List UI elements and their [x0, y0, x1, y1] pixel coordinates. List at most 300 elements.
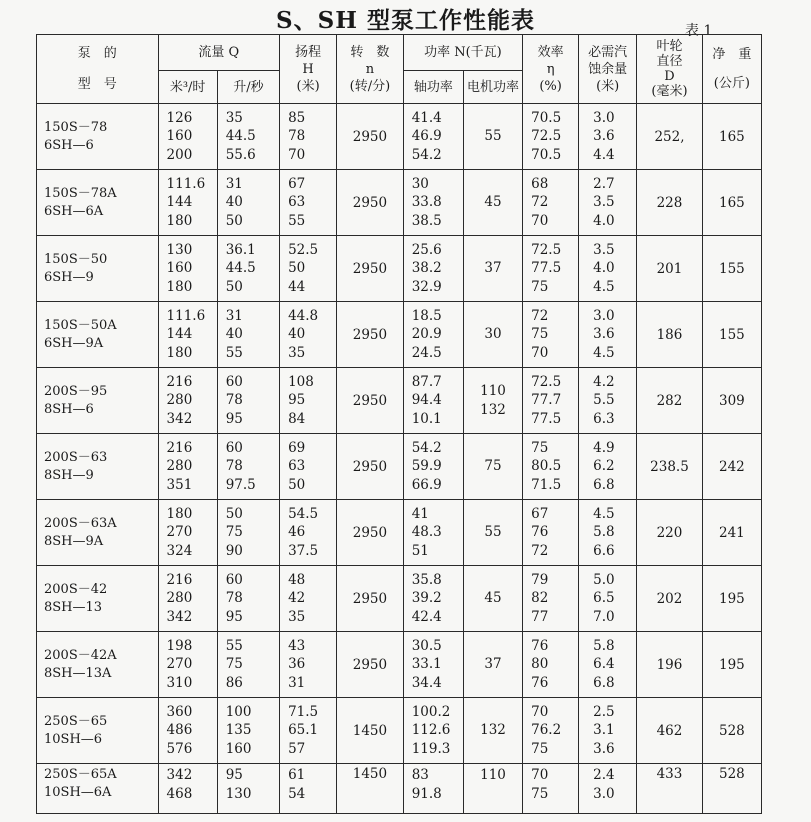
shaft-value: 48.3 — [411, 524, 442, 541]
q_ls-cell — [217, 764, 279, 814]
speed-cell: 1450 — [337, 764, 404, 814]
impeller-diameter-cell: 282 — [637, 368, 703, 434]
h-value: 71.5 — [288, 703, 319, 720]
pump-model: 200S－95 — [44, 383, 108, 399]
eff-value: 77.7 — [531, 392, 562, 409]
weight-cell: 195 — [702, 632, 761, 698]
q_ls-value: 40 — [225, 326, 243, 343]
q_ls-value: 130 — [225, 785, 252, 802]
npsh-cell — [579, 368, 637, 434]
h-value: 67 — [288, 175, 306, 192]
speed-cell: 2950 — [337, 104, 404, 170]
eff-value: 76 — [531, 674, 549, 691]
motor-value: 45 — [484, 194, 502, 211]
shaft-value: 100.2 — [411, 703, 451, 720]
efficiency-cell — [523, 632, 579, 698]
shaft-power-cell — [403, 698, 463, 764]
npsh-value: 3.1 — [593, 722, 615, 739]
motor-value: 30 — [484, 326, 502, 343]
shaft-value: 54.2 — [411, 146, 442, 163]
npsh-value: 5.5 — [593, 392, 615, 409]
pump-model: 8SH—13 — [44, 599, 103, 615]
header-flow: 流量 Q — [158, 35, 280, 71]
eff-value: 70 — [531, 767, 549, 783]
eff-value: 72.5 — [531, 373, 562, 390]
motor-power-cell — [463, 236, 522, 302]
shaft-value: 30.5 — [411, 637, 442, 654]
efficiency-cell — [523, 500, 579, 566]
weight-cell: 528 — [702, 698, 761, 764]
pump-model: 200S－42A — [44, 647, 117, 663]
q_m3-value: 468 — [166, 785, 193, 802]
eff-value: 70 — [531, 212, 549, 229]
weight-cell: 195 — [702, 566, 761, 632]
shaft-value: 119.3 — [411, 740, 451, 757]
motor-power-cell — [463, 368, 522, 434]
pump-model-cell — [37, 368, 159, 434]
shaft-value: 35.8 — [411, 571, 442, 588]
table-row — [37, 500, 762, 566]
motor-value: 55 — [484, 128, 502, 145]
h-cell — [280, 632, 337, 698]
shaft-value: 10.1 — [411, 410, 442, 427]
npsh-value: 3.0 — [593, 785, 615, 802]
q_ls-cell — [217, 632, 279, 698]
shaft-power-cell — [403, 170, 463, 236]
header-npsh: 必需汽 蚀余量 (米) — [579, 35, 637, 104]
npsh-value: 4.5 — [593, 505, 615, 522]
motor-power-cell — [463, 500, 522, 566]
q_m3-value: 310 — [166, 674, 193, 691]
npsh-value: 3.6 — [593, 326, 615, 343]
q_m3-value: 270 — [166, 656, 193, 673]
impeller-diameter-cell: 202 — [637, 566, 703, 632]
q_m3-cell — [158, 566, 217, 632]
shaft-value: 24.5 — [411, 344, 442, 361]
eff-value: 71.5 — [531, 476, 562, 493]
pump-model-cell — [37, 170, 159, 236]
h-value: 50 — [288, 260, 306, 277]
q_ls-value: 31 — [225, 175, 243, 192]
npsh-value: 5.0 — [593, 571, 615, 588]
q_ls-value: 100 — [225, 703, 252, 720]
pump-model: 150S－78A — [44, 185, 117, 201]
weight-cell: 155 — [702, 236, 761, 302]
q_m3-value: 342 — [166, 767, 193, 783]
eff-value: 67 — [531, 505, 549, 522]
pump-model: 200S－42 — [44, 581, 108, 597]
table-row — [37, 434, 762, 500]
q_m3-value: 180 — [166, 344, 193, 361]
q_ls-cell — [217, 104, 279, 170]
shaft-value: 83 — [411, 767, 429, 783]
q_m3-value: 486 — [166, 722, 193, 739]
shaft-power-cell — [403, 434, 463, 500]
pump-model: 8SH—6 — [44, 401, 94, 417]
efficiency-cell — [523, 566, 579, 632]
eff-value: 80 — [531, 656, 549, 673]
q_m3-cell — [158, 764, 217, 814]
npsh-cell — [579, 104, 637, 170]
pump-model-cell — [37, 698, 159, 764]
npsh-value: 2.4 — [593, 767, 615, 783]
npsh-cell — [579, 500, 637, 566]
pump-model: 200S－63A — [44, 515, 117, 531]
efficiency-cell — [523, 764, 579, 814]
motor-value: 110 — [480, 767, 506, 783]
h-value: 84 — [288, 410, 306, 427]
eff-value: 70.5 — [531, 109, 562, 126]
q_m3-value: 180 — [166, 212, 193, 229]
q_ls-value: 55 — [225, 344, 243, 361]
pump-model: 6SH—6 — [44, 137, 94, 153]
pump-model-cell — [37, 500, 159, 566]
q_ls-cell — [217, 302, 279, 368]
q_m3-value: 216 — [166, 373, 193, 390]
h-value: 31 — [288, 674, 306, 691]
h-value: 85 — [288, 109, 306, 126]
weight-cell: 241 — [702, 500, 761, 566]
npsh-value: 4.0 — [593, 260, 615, 277]
header-head: 扬程 H (米) — [280, 35, 337, 104]
npsh-value: 3.5 — [593, 194, 615, 211]
table-row — [37, 764, 762, 814]
shaft-value: 39.2 — [411, 590, 442, 607]
shaft-value: 87.7 — [411, 373, 442, 390]
h-value: 54.5 — [288, 505, 319, 522]
h-value: 54 — [288, 785, 306, 802]
h-value: 36 — [288, 656, 306, 673]
q_m3-cell — [158, 302, 217, 368]
motor-value: 110 — [480, 383, 506, 399]
npsh-value: 4.2 — [593, 373, 615, 390]
eff-value: 79 — [531, 571, 549, 588]
shaft-value: 33.8 — [411, 194, 442, 211]
shaft-power-cell — [403, 368, 463, 434]
h-value: 42 — [288, 590, 306, 607]
header-power: 功率 N(千瓦) — [403, 35, 522, 71]
shaft-power-cell — [403, 236, 463, 302]
pump-model: 8SH—13A — [44, 665, 112, 681]
npsh-cell — [579, 170, 637, 236]
shaft-value: 20.9 — [411, 326, 442, 343]
h-value: 43 — [288, 637, 306, 654]
header-impeller-diameter: 叶轮 直径 D (毫米) — [637, 35, 703, 104]
shaft-value: 54.2 — [411, 439, 442, 456]
q_m3-value: 111.6 — [166, 175, 206, 192]
efficiency-cell — [523, 698, 579, 764]
motor-power-cell — [463, 698, 522, 764]
h-cell — [280, 434, 337, 500]
q_m3-value: 111.6 — [166, 307, 206, 324]
npsh-value: 3.5 — [593, 241, 615, 258]
q_ls-cell — [217, 368, 279, 434]
npsh-value: 4.5 — [593, 344, 615, 361]
q_ls-value: 60 — [225, 439, 243, 456]
q_ls-value: 160 — [225, 740, 252, 757]
shaft-value: 41 — [411, 505, 429, 522]
npsh-value: 6.8 — [593, 674, 615, 691]
q_m3-value: 324 — [166, 542, 193, 559]
eff-value: 77.5 — [531, 410, 562, 427]
q_ls-value: 90 — [225, 542, 243, 559]
impeller-diameter-cell: 252, — [637, 104, 703, 170]
table-row — [37, 566, 762, 632]
q_ls-value: 95 — [225, 767, 243, 783]
npsh-value: 2.5 — [593, 703, 615, 720]
eff-value: 77 — [531, 608, 549, 625]
table-row — [37, 368, 762, 434]
shaft-value: 33.1 — [411, 656, 442, 673]
q_ls-cell — [217, 236, 279, 302]
q_ls-value: 75 — [225, 656, 243, 673]
h-value: 35 — [288, 608, 306, 625]
pump-model: 8SH—9 — [44, 467, 94, 483]
npsh-value: 3.6 — [593, 740, 615, 757]
speed-cell: 2950 — [337, 170, 404, 236]
header-model: 泵 的 型 号 — [37, 35, 159, 104]
shaft-value: 46.9 — [411, 128, 442, 145]
speed-cell: 2950 — [337, 434, 404, 500]
q_ls-value: 44.5 — [225, 260, 256, 277]
q_m3-value: 280 — [166, 392, 193, 409]
shaft-value: 41.4 — [411, 109, 442, 126]
shaft-value: 32.9 — [411, 278, 442, 295]
weight-cell: 309 — [702, 368, 761, 434]
shaft-value: 94.4 — [411, 392, 442, 409]
h-value: 65.1 — [288, 722, 319, 739]
pump-model-cell — [37, 302, 159, 368]
q_ls-cell — [217, 170, 279, 236]
shaft-value: 38.2 — [411, 260, 442, 277]
q_m3-value: 351 — [166, 476, 193, 493]
npsh-cell — [579, 698, 637, 764]
pump-model: 6SH—9A — [44, 335, 104, 351]
eff-value: 70 — [531, 344, 549, 361]
weight-cell: 242 — [702, 434, 761, 500]
eff-value: 72 — [531, 542, 549, 559]
npsh-cell — [579, 434, 637, 500]
efficiency-cell — [523, 302, 579, 368]
q_ls-value: 95 — [225, 608, 243, 625]
h-cell — [280, 302, 337, 368]
q_ls-cell — [217, 566, 279, 632]
q_ls-value: 35 — [225, 109, 243, 126]
npsh-value: 5.8 — [593, 637, 615, 654]
pump-model: 10SH—6 — [44, 731, 103, 747]
pump-model: 6SH—9 — [44, 269, 94, 285]
h-cell — [280, 764, 337, 814]
pump-model-cell — [37, 566, 159, 632]
q_m3-value: 126 — [166, 109, 193, 126]
shaft-power-cell — [403, 500, 463, 566]
q_m3-cell — [158, 632, 217, 698]
motor-value: 132 — [480, 401, 506, 418]
eff-value: 76 — [531, 637, 549, 654]
pump-model: 150S－78 — [44, 119, 108, 135]
q_m3-value: 180 — [166, 505, 193, 522]
eff-value: 76.2 — [531, 722, 562, 739]
h-value: 78 — [288, 128, 306, 145]
shaft-power-cell — [403, 632, 463, 698]
motor-power-cell — [463, 170, 522, 236]
table-row — [37, 302, 762, 368]
shaft-value: 42.4 — [411, 608, 442, 625]
impeller-diameter-cell: 238.5 — [637, 434, 703, 500]
eff-value: 75 — [531, 740, 549, 757]
eff-value: 80.5 — [531, 458, 562, 475]
q_m3-cell — [158, 170, 217, 236]
h-value: 61 — [288, 767, 306, 783]
table-row — [37, 698, 762, 764]
q_ls-value: 60 — [225, 373, 243, 390]
q_ls-value: 40 — [225, 194, 243, 211]
eff-value: 75 — [531, 439, 549, 456]
motor-power-cell — [463, 302, 522, 368]
q_m3-value: 270 — [166, 524, 193, 541]
impeller-diameter-cell: 196 — [637, 632, 703, 698]
speed-cell: 2950 — [337, 632, 404, 698]
shaft-value: 34.4 — [411, 674, 442, 691]
eff-value: 82 — [531, 590, 549, 607]
q_m3-value: 216 — [166, 571, 193, 588]
page-title: S、SH 型泵工作性能表 — [276, 7, 535, 34]
shaft-value: 91.8 — [411, 785, 442, 802]
q_ls-value: 50 — [225, 212, 243, 229]
q_ls-cell — [217, 698, 279, 764]
pump-model: 250S－65 — [44, 713, 108, 729]
impeller-diameter-cell: 186 — [637, 302, 703, 368]
shaft-value: 59.9 — [411, 458, 442, 475]
efficiency-cell — [523, 434, 579, 500]
h-value: 35 — [288, 344, 306, 361]
npsh-value: 4.9 — [593, 439, 615, 456]
q_m3-value: 160 — [166, 260, 193, 277]
efficiency-cell — [523, 368, 579, 434]
motor-power-cell — [463, 434, 522, 500]
h-cell — [280, 170, 337, 236]
table-row — [37, 170, 762, 236]
eff-value: 68 — [531, 175, 549, 192]
npsh-value: 6.8 — [593, 476, 615, 493]
h-cell — [280, 236, 337, 302]
npsh-value: 4.5 — [593, 278, 615, 295]
motor-value: 37 — [484, 656, 502, 673]
h-cell — [280, 104, 337, 170]
header-flow-ls: 升/秒 — [217, 71, 279, 104]
weight-cell: 165 — [702, 170, 761, 236]
shaft-value: 18.5 — [411, 307, 442, 324]
q_m3-value: 576 — [166, 740, 193, 757]
q_m3-value: 280 — [166, 590, 193, 607]
shaft-value: 112.6 — [411, 722, 451, 739]
eff-value: 70 — [531, 703, 549, 720]
header-power-motor: 电机功率 — [463, 71, 522, 104]
q_m3-value: 180 — [166, 278, 193, 295]
q_m3-value: 198 — [166, 637, 193, 654]
q_m3-cell — [158, 500, 217, 566]
motor-value: 37 — [484, 260, 502, 277]
h-value: 48 — [288, 571, 306, 588]
q_ls-value: 135 — [225, 722, 252, 739]
header-power-shaft: 轴功率 — [403, 71, 463, 104]
header-weight: 净 重 (公斤) — [702, 35, 761, 104]
motor-value: 55 — [484, 524, 502, 541]
npsh-cell — [579, 302, 637, 368]
motor-power-cell — [463, 632, 522, 698]
h-value: 40 — [288, 326, 306, 343]
npsh-value: 7.0 — [593, 608, 615, 625]
motor-value: 45 — [484, 590, 502, 607]
npsh-cell — [579, 632, 637, 698]
h-value: 63 — [288, 458, 306, 475]
speed-cell: 2950 — [337, 566, 404, 632]
pump-model: 8SH—9A — [44, 533, 104, 549]
motor-value: 132 — [480, 722, 506, 739]
shaft-power-cell — [403, 104, 463, 170]
impeller-diameter-cell: 220 — [637, 500, 703, 566]
q_ls-value: 60 — [225, 571, 243, 588]
shaft-value: 51 — [411, 542, 429, 559]
npsh-cell — [579, 764, 637, 814]
npsh-value: 6.4 — [593, 656, 615, 673]
npsh-value: 4.4 — [593, 146, 615, 163]
pump-model-cell — [37, 104, 159, 170]
q_ls-value: 97.5 — [225, 476, 256, 493]
npsh-value: 3.6 — [593, 128, 615, 145]
impeller-diameter-cell: 462 — [637, 698, 703, 764]
shaft-value: 30 — [411, 175, 429, 192]
eff-value: 77.5 — [531, 260, 562, 277]
speed-cell: 2950 — [337, 500, 404, 566]
npsh-value: 6.3 — [593, 410, 615, 427]
header-speed: 转 数 n (转/分) — [337, 35, 404, 104]
q_ls-value: 86 — [225, 674, 243, 691]
table-row — [37, 104, 762, 170]
weight-cell: 155 — [702, 302, 761, 368]
q_ls-value: 78 — [225, 590, 243, 607]
npsh-value: 2.7 — [593, 175, 615, 192]
pump-model: 150S－50A — [44, 317, 117, 333]
h-value: 37.5 — [288, 542, 319, 559]
h-cell — [280, 500, 337, 566]
pump-model-cell — [37, 434, 159, 500]
q_ls-value: 50 — [225, 278, 243, 295]
q_m3-value: 280 — [166, 458, 193, 475]
weight-cell: 528 — [702, 764, 761, 814]
h-value: 52.5 — [288, 241, 319, 258]
motor-value: 75 — [484, 458, 502, 475]
pump-model-cell — [37, 764, 159, 814]
pump-model: 150S－50 — [44, 251, 108, 267]
h-value: 57 — [288, 740, 306, 757]
shaft-power-cell — [403, 764, 463, 814]
q_m3-cell — [158, 104, 217, 170]
q_m3-value: 160 — [166, 128, 193, 145]
q_m3-value: 216 — [166, 439, 193, 456]
q_m3-value: 200 — [166, 146, 193, 163]
q_ls-value: 78 — [225, 458, 243, 475]
eff-value: 72 — [531, 194, 549, 211]
npsh-cell — [579, 566, 637, 632]
h-value: 95 — [288, 392, 306, 409]
speed-cell: 2950 — [337, 368, 404, 434]
h-value: 44 — [288, 278, 306, 295]
speed-cell: 1450 — [337, 698, 404, 764]
table-row — [37, 632, 762, 698]
eff-value: 72 — [531, 307, 549, 324]
q_m3-cell — [158, 698, 217, 764]
